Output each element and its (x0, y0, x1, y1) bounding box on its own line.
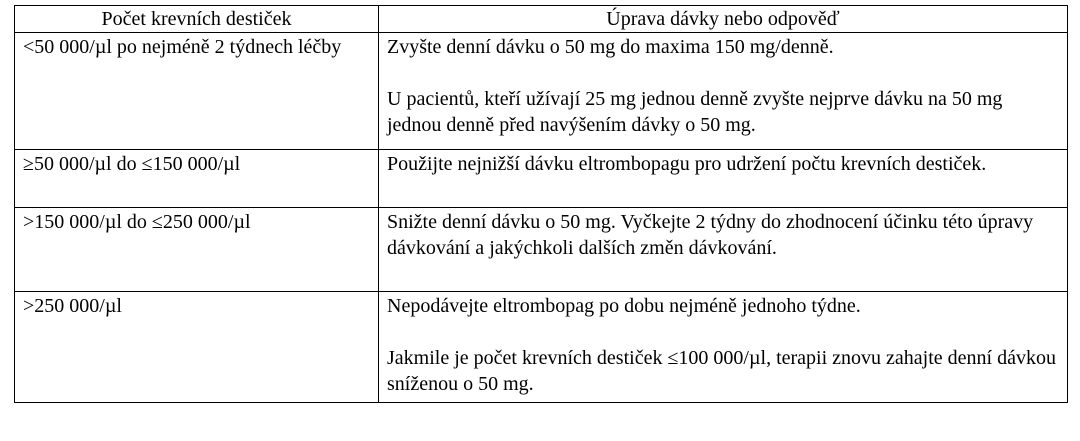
platelet-count-text: ≥50 000/µl do ≤150 000/µl (23, 153, 241, 175)
table-row (15, 33, 1068, 150)
platelet-count-cell (15, 208, 379, 292)
platelet-count-cell (15, 150, 379, 208)
response-text: Použijte nejnižší dávku eltrombopagu pro udržení počtu krevních destiček. (387, 153, 987, 175)
dose-response-cell (379, 208, 1068, 292)
header-platelet-count: Počet krevních destiček (15, 6, 379, 33)
response-text: Nepodávejte eltrombopag po dobu nejméně jednoho týdne. (387, 295, 861, 317)
platelet-count-text: >250 000/µl (23, 295, 122, 317)
response-text: U pacientů, kteří užívají 25 mg jednou denně zvyšte nejprve dávku na 50 mg jednou denně před navýšením dávky o 50 mg. (387, 88, 1003, 136)
platelet-count-text: <50 000/µl po nejméně 2 týdnech léčby (23, 36, 342, 58)
dose-adjustment-table (14, 5, 1068, 403)
table-header-row (15, 6, 1068, 33)
platelet-count-cell (15, 33, 379, 150)
table-row (15, 292, 1068, 403)
response-text: Snižte denní dávku o 50 mg. Vyčkejte 2 týdny do zhodnocení účinku této úpravy dávkování a jakýchkoli dalších změn dávkování. (387, 211, 1034, 259)
response-text: Jakmile je počet krevních destiček ≤100 000/µl, terapii znovu zahajte denní dávkou sníženou o 50 mg. (387, 347, 1056, 395)
platelet-count-cell (15, 292, 379, 403)
dose-response-cell (379, 150, 1068, 208)
dose-response-cell (379, 33, 1068, 150)
header-dose-adjustment: Úprava dávky nebo odpověď (379, 6, 1068, 33)
table-row (15, 150, 1068, 208)
dose-response-cell (379, 292, 1068, 403)
table-row (15, 208, 1068, 292)
platelet-count-text: >150 000/µl do ≤250 000/µl (23, 211, 251, 233)
response-text: Zvyšte denní dávku o 50 mg do maxima 150 mg/denně. (387, 36, 834, 58)
